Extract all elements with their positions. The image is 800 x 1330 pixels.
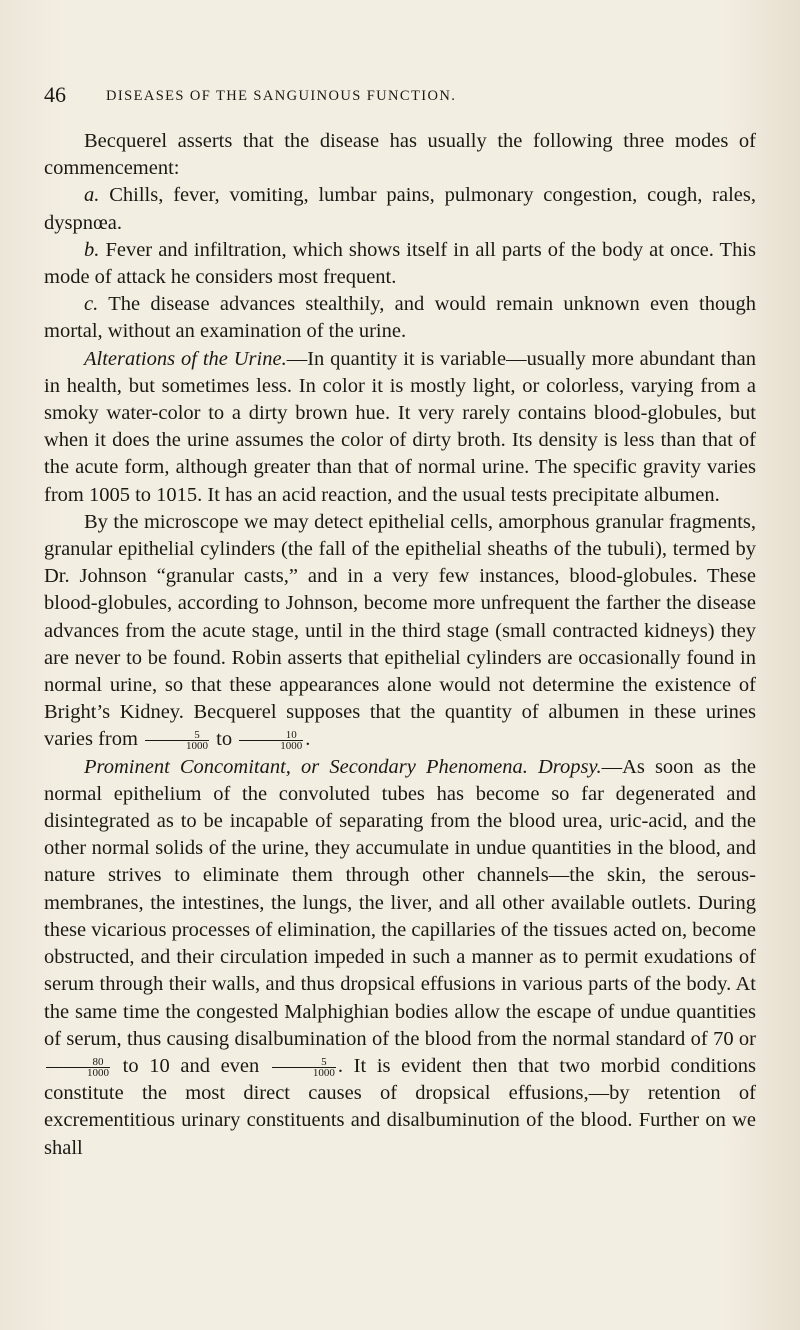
dropsy-mid-text: to 10 and even <box>122 1054 260 1077</box>
secondary-phenomena-heading: Prominent Concomitant, or Secondary Phenomena. <box>84 755 528 778</box>
fraction-numerator: 80 <box>46 1057 110 1068</box>
fraction-10-1000 <box>239 730 303 751</box>
mode-a-label: a. <box>84 184 100 207</box>
urine-paragraph <box>44 346 756 509</box>
fraction-numerator: 5 <box>272 1057 336 1068</box>
dropsy-text: —As soon as the normal epithelium of the convoluted tubes has become so far degenerated and disintegrated as to be incapable of separating from the blood urea, uric-acid, and the other normal solids of the urine, they accumulate in undue quantities in the blood, and nature strives to eliminate them through other channels—the skin, the serous-membranes, the intestines, the lungs, the liver, and all other available outlets. During these vicarious processes of elimination, the capillaries of the tissues acted on, become obstructed, and their circulation impeded in such a manner as to permit exudations of serum through their walls, and thus dropsical effusions in various parts of the body. At the same time the congested Malphighian bodies allow the escape of undue quantities of serum, thus causing disalbumination of the blood from the normal standard of 70 or <box>44 755 757 1050</box>
dropsy-paragraph <box>44 754 756 1162</box>
mode-c-paragraph <box>44 291 756 345</box>
fraction-denominator: 1000 <box>186 740 209 753</box>
body-text <box>44 128 756 1162</box>
fraction-80-1000 <box>46 1057 110 1078</box>
urine-heading: Alterations of the Urine. <box>84 347 287 370</box>
mode-b-text: Fever and infiltration, which shows itself in all parts of the body at once. This mode of attack he considers most frequent. <box>44 238 756 289</box>
fraction-5-1000 <box>145 730 209 751</box>
intro-paragraph: Becquerel asserts that the disease has usually the following three modes of commencement: <box>44 130 756 180</box>
page-header <box>44 84 744 116</box>
fraction-numerator: 10 <box>239 730 303 741</box>
running-head: DISEASES OF THE SANGUINOUS FUNCTION. <box>106 88 457 104</box>
microscope-text: By the microscope we may detect epithelial cells, amorphous granular fragments, granular epithelial cylinders (the fall of the epithelial sheaths of the tubuli), termed by Dr. Johnson “granular casts,” and in a very few instances, blood-globules. These blood-globules, according to Johnson, become more unfrequent the farther the disease advances from the acute stage, until in the third stage (small contracted kidneys) they are never to be found. Robin asserts that epithelial cylinders are occasionally found in normal urine, so that these appearances alone would not determine the existence of Bright’s Kidney. Becquerel supposes that the quantity of albumen in these urines varies from <box>44 510 756 751</box>
fraction-denominator: 1000 <box>312 1066 335 1079</box>
mode-c-label: c. <box>84 293 99 316</box>
mode-b-label: b. <box>84 238 100 261</box>
fraction-denominator: 1000 <box>280 740 303 753</box>
fraction-denominator: 1000 <box>87 1066 109 1079</box>
mode-a-paragraph <box>44 182 756 236</box>
dropsy-heading: Dropsy. <box>537 755 602 778</box>
mode-a-text: Chills, fever, vomiting, lumbar pains, pulmonary congestion, cough, rales, dyspnœa. <box>44 184 756 234</box>
urine-text: —In quantity it is variable—usually more abundant than in health, but sometimes less. In color it is mostly light, or colorless, varying from a smoky water-color to a dirty brown hue. It very rarely contains blood-globules, but when it does the urine assumes the color of dirty broth. Its density is less than that of the acute form, although greater than that of normal urine. The specific gravity varies from 1005 to 1015. It has an acid reaction, and the usual tests precipitate albumen. <box>44 347 756 506</box>
mode-c-text: The disease advances stealthily, and would remain unknown even though mortal, without an examination of the urine. <box>44 293 756 343</box>
fraction-5-1000-second <box>272 1057 336 1078</box>
to-word: to <box>216 728 233 751</box>
dropsy-end-text: . It is evident then that two morbid conditions constitute the most direct causes of dropsical effusions,—by retention of excrementitious urinary constituents and disalbuminution of the blood. Further on we shall <box>44 1054 757 1159</box>
page-number: 46 <box>44 82 66 107</box>
mode-b-paragraph <box>44 237 756 291</box>
microscope-paragraph: By the microscope we may detect epithelial cells, amorphous granular fragments, granular epithelial cylinders (the fall of the epithelial sheaths of the tubuli), termed by Dr. Johnson “granular casts,” and in a very few instances, blood-globules. These blood-globules, according to Johnson, become more unfrequent the farther the disease advances from the acute stage, until in the third stage (small contracted kidneys) they are never to be found. Robin asserts that epithelial cylinders are occasionally found in normal urine, so that these appearances alone would not determine the existence of Bright’s Kidney. Becquerel supposes that the quantity of albumen in these urines varies from $\frac{5}{1000}$ to $\frac{10}{1000}$ . <box>44 510 756 753</box>
fraction-numerator: 5 <box>145 730 209 741</box>
